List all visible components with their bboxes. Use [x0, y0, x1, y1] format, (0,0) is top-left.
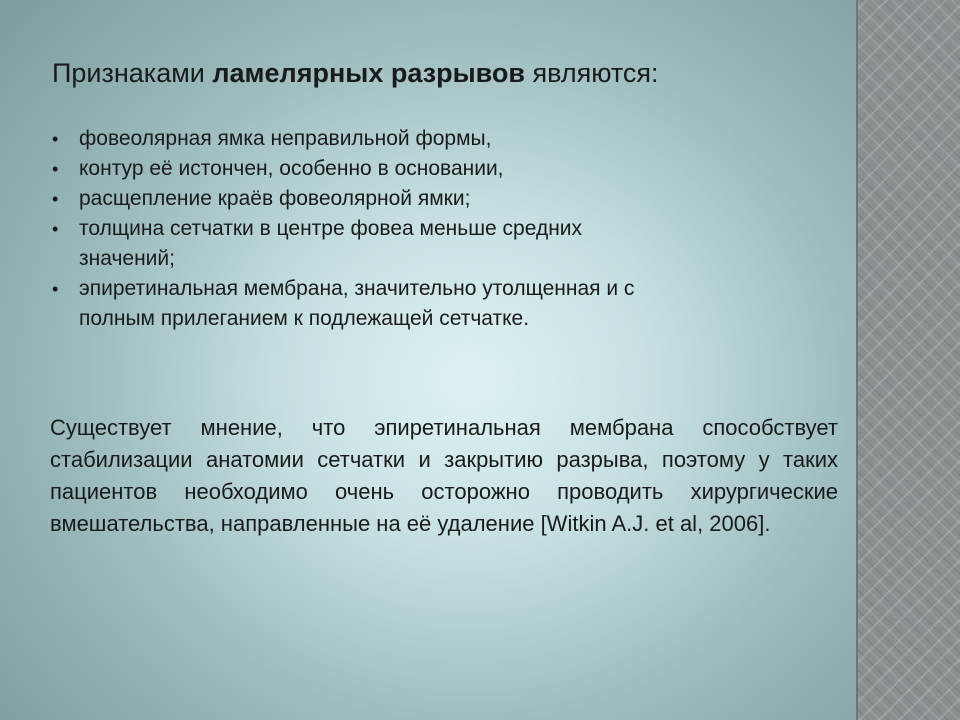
bullet-text-line-2: полным прилеганием к подлежащей сетчатке. [79, 307, 530, 330]
heading-bold-term: ламелярных разрывов [212, 58, 525, 88]
bullet-icon: • [52, 189, 59, 209]
heading-prefix: Признаками [52, 58, 213, 88]
bullet-icon: • [52, 219, 59, 239]
list-item [50, 184, 840, 214]
bullet-text-line-1: толщина сетчатки в центре фовеа меньше средних [79, 217, 583, 240]
list-item [50, 274, 840, 334]
bullet-icon: • [52, 129, 59, 149]
bullet-icon: • [52, 279, 59, 299]
decorative-side-strip [858, 0, 960, 720]
bullet-text-line-2: значений; [79, 247, 175, 270]
heading-suffix: являются: [524, 58, 659, 88]
list-item [50, 214, 840, 274]
slide-heading [52, 58, 832, 89]
body-paragraph: Существует мнение, что эпиретинальная мембрана способствует стабилизации анатомии сетчатки и закрытию разрыва, поэтому у таких пациентов необходимо очень осторожно проводить хирургические вмешательства, направленные на её удаление [Witkin A.J. et al, 2006]. [50, 415, 838, 536]
bullet-text-line-1: эпиретинальная мембрана, значительно утолщенная и с [79, 277, 635, 300]
bullet-text: контур её истончен, особенно в основании, [79, 157, 504, 180]
bullet-text: фовеолярная ямка неправильной формы, [79, 127, 492, 150]
list-item [50, 124, 840, 154]
bullet-list [50, 124, 840, 334]
bullet-icon: • [52, 159, 59, 179]
list-item [50, 154, 840, 184]
bullet-text: расщепление краёв фовеолярной ямки; [79, 187, 471, 210]
